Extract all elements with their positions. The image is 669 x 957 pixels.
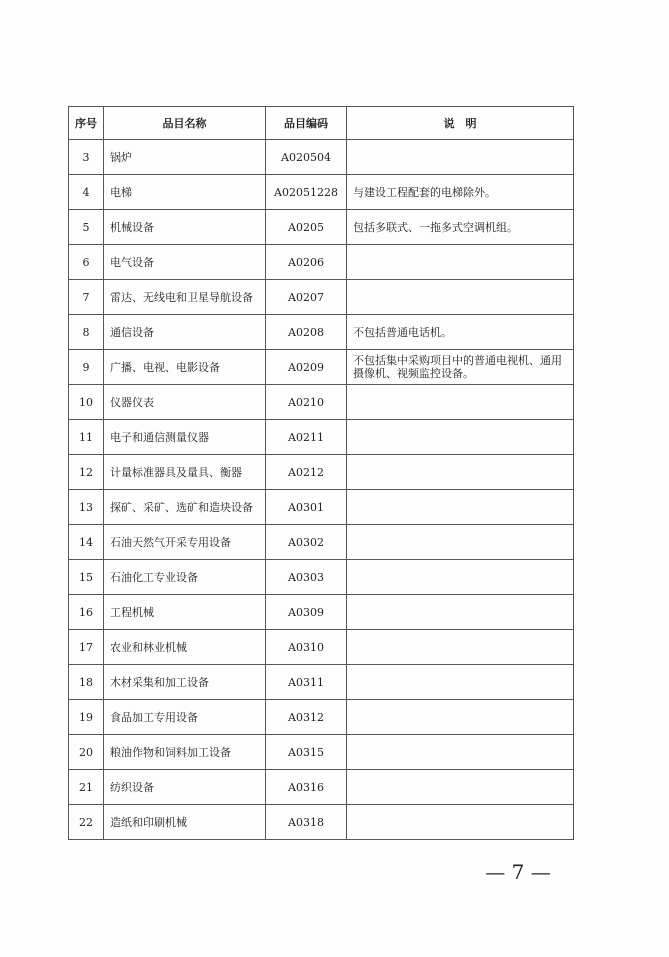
table-row xyxy=(69,315,574,350)
table-row xyxy=(69,700,574,735)
row-item-code: A02051228 xyxy=(266,175,347,210)
row-item-name: 食品加工专用设备 xyxy=(104,700,266,735)
row-description xyxy=(347,665,574,700)
row-item-name: 农业和林业机械 xyxy=(104,630,266,665)
row-item-code: A0211 xyxy=(266,420,347,455)
table-row xyxy=(69,525,574,560)
row-description xyxy=(347,245,574,280)
row-item-name: 通信设备 xyxy=(104,315,266,350)
row-item-code: A0205 xyxy=(266,210,347,245)
table-row xyxy=(69,735,574,770)
table-header-row xyxy=(69,107,574,140)
table-row xyxy=(69,140,574,175)
table-row xyxy=(69,805,574,840)
row-serial-number: 17 xyxy=(69,630,104,665)
row-item-code: A0209 xyxy=(266,350,347,385)
row-item-name: 造纸和印刷机械 xyxy=(104,805,266,840)
procurement-catalog-table xyxy=(68,106,574,840)
row-item-name: 木材采集和加工设备 xyxy=(104,665,266,700)
row-serial-number: 6 xyxy=(69,245,104,280)
table-row xyxy=(69,280,574,315)
row-description xyxy=(347,490,574,525)
row-description xyxy=(347,455,574,490)
table-row xyxy=(69,595,574,630)
row-item-code: A0312 xyxy=(266,700,347,735)
row-serial-number: 5 xyxy=(69,210,104,245)
header-serial-number: 序号 xyxy=(69,107,104,140)
row-item-name: 电气设备 xyxy=(104,245,266,280)
row-item-name: 粮油作物和饲料加工设备 xyxy=(104,735,266,770)
row-description xyxy=(347,140,574,175)
row-item-code: A0212 xyxy=(266,455,347,490)
table-row xyxy=(69,560,574,595)
row-serial-number: 15 xyxy=(69,560,104,595)
row-item-name: 广播、电视、电影设备 xyxy=(104,350,266,385)
row-serial-number: 16 xyxy=(69,595,104,630)
row-description xyxy=(347,630,574,665)
row-description xyxy=(347,385,574,420)
row-item-code: A0315 xyxy=(266,735,347,770)
row-item-name: 雷达、无线电和卫星导航设备 xyxy=(104,280,266,315)
row-item-name: 锅炉 xyxy=(104,140,266,175)
table-row xyxy=(69,665,574,700)
row-serial-number: 22 xyxy=(69,805,104,840)
row-item-code: A0301 xyxy=(266,490,347,525)
row-item-name: 石油天然气开采专用设备 xyxy=(104,525,266,560)
row-item-name: 探矿、采矿、选矿和造块设备 xyxy=(104,490,266,525)
row-item-code: A0206 xyxy=(266,245,347,280)
row-description xyxy=(347,770,574,805)
row-item-code: A0318 xyxy=(266,805,347,840)
row-serial-number: 14 xyxy=(69,525,104,560)
row-item-code: A0207 xyxy=(266,280,347,315)
row-description xyxy=(347,280,574,315)
row-serial-number: 18 xyxy=(69,665,104,700)
header-item-name: 品目名称 xyxy=(104,107,266,140)
row-item-name: 电梯 xyxy=(104,175,266,210)
table-row xyxy=(69,210,574,245)
row-item-code: A0303 xyxy=(266,560,347,595)
row-serial-number: 12 xyxy=(69,455,104,490)
page-number: — 7 — xyxy=(485,860,551,884)
row-item-code: A0302 xyxy=(266,525,347,560)
row-serial-number: 21 xyxy=(69,770,104,805)
row-serial-number: 11 xyxy=(69,420,104,455)
table-row xyxy=(69,420,574,455)
table-row xyxy=(69,490,574,525)
row-item-name: 仪器仪表 xyxy=(104,385,266,420)
row-serial-number: 20 xyxy=(69,735,104,770)
row-serial-number: 10 xyxy=(69,385,104,420)
row-item-name: 机械设备 xyxy=(104,210,266,245)
row-description: 不包括集中采购项目中的普通电视机、通用摄像机、视频监控设备。 xyxy=(347,350,574,385)
row-item-code: A0316 xyxy=(266,770,347,805)
row-item-name: 电子和通信测量仪器 xyxy=(104,420,266,455)
row-description xyxy=(347,700,574,735)
table-row xyxy=(69,770,574,805)
table-row xyxy=(69,455,574,490)
row-item-name: 纺织设备 xyxy=(104,770,266,805)
header-item-code: 品目编码 xyxy=(266,107,347,140)
row-description xyxy=(347,525,574,560)
row-item-code: A0311 xyxy=(266,665,347,700)
row-item-name: 石油化工专业设备 xyxy=(104,560,266,595)
row-description xyxy=(347,735,574,770)
table-row xyxy=(69,630,574,665)
row-item-code: A0309 xyxy=(266,595,347,630)
table-row xyxy=(69,245,574,280)
row-item-code: A020504 xyxy=(266,140,347,175)
row-item-code: A0310 xyxy=(266,630,347,665)
row-description: 与建设工程配套的电梯除外。 xyxy=(347,175,574,210)
row-item-code: A0210 xyxy=(266,385,347,420)
row-description xyxy=(347,805,574,840)
row-serial-number: 3 xyxy=(69,140,104,175)
row-item-name: 工程机械 xyxy=(104,595,266,630)
table-body xyxy=(69,140,574,840)
row-serial-number: 4 xyxy=(69,175,104,210)
row-serial-number: 7 xyxy=(69,280,104,315)
row-description: 包括多联式、一拖多式空调机组。 xyxy=(347,210,574,245)
table-row xyxy=(69,350,574,385)
row-description xyxy=(347,595,574,630)
row-description xyxy=(347,560,574,595)
row-serial-number: 19 xyxy=(69,700,104,735)
row-serial-number: 13 xyxy=(69,490,104,525)
row-description: 不包括普通电话机。 xyxy=(347,315,574,350)
row-item-code: A0208 xyxy=(266,315,347,350)
row-item-name: 计量标准器具及量具、衡器 xyxy=(104,455,266,490)
row-description xyxy=(347,420,574,455)
row-serial-number: 8 xyxy=(69,315,104,350)
header-description: 说 明 xyxy=(347,107,574,140)
table-row xyxy=(69,385,574,420)
row-serial-number: 9 xyxy=(69,350,104,385)
table-row xyxy=(69,175,574,210)
